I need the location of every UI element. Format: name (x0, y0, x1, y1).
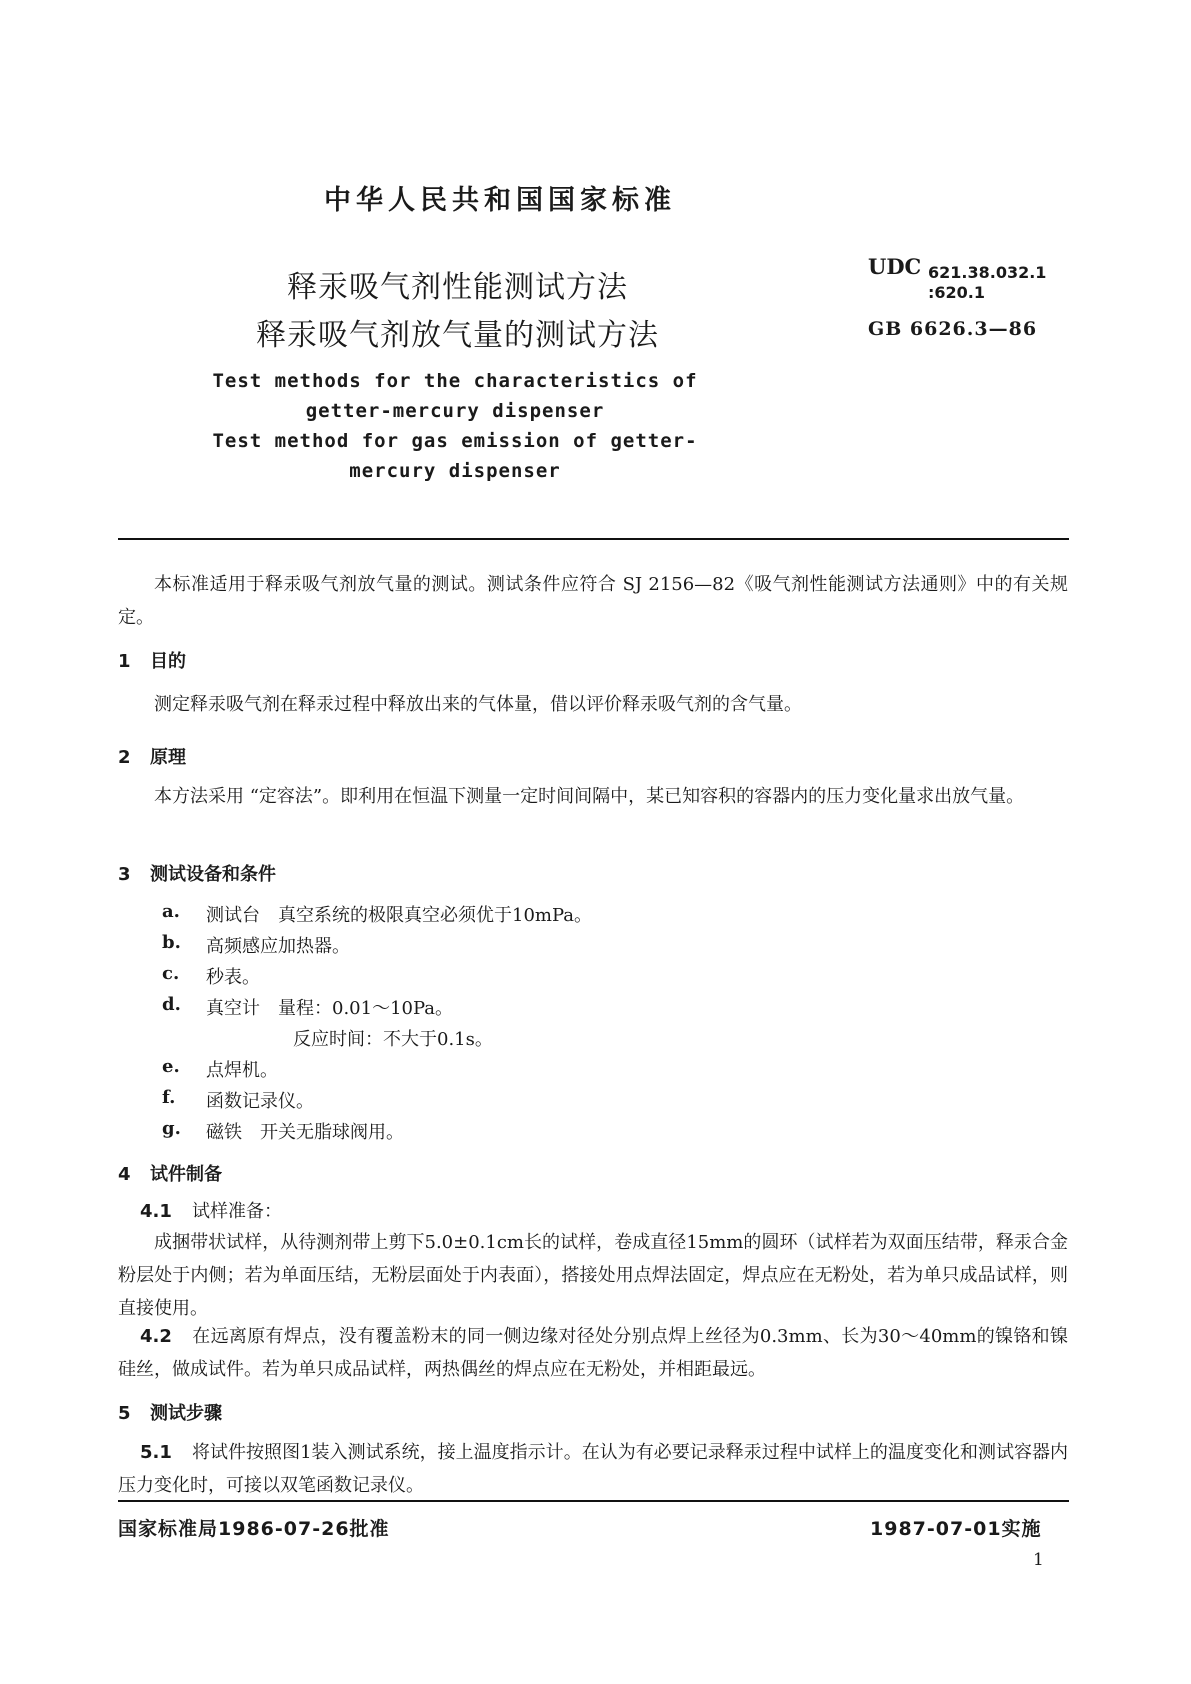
udc-code-secondary: :620.1 (928, 283, 986, 302)
item-text: 真空计 量程：0.01～10Pa。 (206, 998, 454, 1019)
section-number: 3 (118, 864, 131, 885)
section-2-text: 本方法采用 “定容法”。即利用在恒温下测量一定时间间隔中，某已知容积的容器内的压力变化量求出放气量。 (154, 786, 1025, 807)
section-number: 5 (118, 1403, 131, 1424)
item-text: 函数记录仪。 (206, 1091, 314, 1112)
section-title: 原理 (150, 747, 186, 768)
section-5-heading (118, 1399, 222, 1425)
subsection-4-1-heading (140, 1197, 282, 1223)
title-en-line-3: Test method for gas emission of getter- (212, 430, 698, 452)
item-tag: a. (162, 901, 180, 922)
subsection-4-1-text: 成捆带状试样，从待测剂带上剪下5.0±0.1cm长的试样，卷成直径15mm的圆环（试样若为双面压结带，释汞合金粉层处于内侧；若为单面压结，无粉层面处于内表面），搭接处用点焊法固定，焊点应在无粉处，若为单只成品试样，则直接使用。 (118, 1232, 1068, 1319)
title-en-line-2: getter-mercury dispenser (305, 400, 605, 422)
footer-divider (118, 1500, 1069, 1502)
gb-standard-code: GB 6626.3—86 (868, 318, 1038, 340)
item-tag: d. (162, 994, 181, 1015)
section-1-text: 测定释汞吸气剂在释汞过程中释放出来的气体量，借以评价释汞吸气剂的含气量。 (154, 694, 802, 715)
item-text: 反应时间：不大于0.1s。 (293, 1029, 493, 1050)
section-4-heading (118, 1160, 222, 1186)
section-title: 测试设备和条件 (150, 864, 276, 885)
section-number: 4 (118, 1164, 131, 1185)
section-number: 2 (118, 747, 131, 768)
page-number: 1 (1033, 1550, 1044, 1570)
subsection-text: 将试件按照图1装入测试系统，接上温度指示计。在认为有必要记录释汞过程中试样上的温度变化和测试容器内压力变化时，可接以双笔函数记录仪。 (118, 1442, 1068, 1496)
subsection-number: 4.2 (140, 1326, 172, 1347)
udc-code-primary: 621.38.032.1 (928, 263, 1047, 282)
item-tag: f. (162, 1087, 176, 1108)
subsection-title: 试样准备： (192, 1201, 282, 1222)
section-2-heading (118, 743, 186, 769)
title-cn-line-2: 释汞吸气剂放气量的测试方法 (256, 318, 659, 353)
section-title: 试件制备 (150, 1164, 222, 1185)
effective-date: 1987-07-01实施 (870, 1518, 1042, 1540)
section-3-heading (118, 860, 276, 886)
item-tag: g. (162, 1118, 181, 1139)
section-title: 测试步骤 (150, 1403, 222, 1424)
title-en-line-1: Test methods for the characteristics of (212, 370, 698, 392)
subsection-5-1-paragraph (118, 1436, 1068, 1502)
subsection-number: 4.1 (140, 1201, 172, 1222)
item-text: 磁铁 开关无脂球阀用。 (206, 1122, 404, 1143)
udc-label: UDC (868, 254, 922, 279)
approval-date: 国家标准局1986-07-26批准 (118, 1518, 390, 1540)
subsection-4-2-paragraph (118, 1320, 1068, 1386)
item-text: 点焊机。 (206, 1060, 278, 1081)
section-1-heading (118, 647, 186, 673)
subsection-number: 5.1 (140, 1442, 172, 1463)
section-title: 目的 (150, 651, 186, 672)
item-tag: e. (162, 1056, 180, 1077)
national-standard-heading: 中华人民共和国国家标准 (324, 185, 676, 216)
item-tag: c. (162, 963, 180, 984)
section-number: 1 (118, 651, 131, 672)
item-tag: b. (162, 932, 181, 953)
item-text: 高频感应加热器。 (206, 936, 350, 957)
subsection-text: 在远离原有焊点，没有覆盖粉末的同一侧边缘对径处分别点焊上丝径为0.3mm、长为30～40mm的镍铬和镍硅丝，做成试件。若为单只成品试样，两热偶丝的焊点应在无粉处，并相距最远。 (118, 1326, 1068, 1380)
intro-paragraph: 本标准适用于释汞吸气剂放气量的测试。测试条件应符合 SJ 2156—82《吸气剂性能测试方法通则》中的有关规定。 (118, 574, 1068, 628)
title-cn-line-1: 释汞吸气剂性能测试方法 (287, 270, 628, 305)
header-divider (118, 538, 1069, 540)
title-en-line-4: mercury dispenser (349, 460, 561, 482)
item-text: 秒表。 (206, 967, 260, 988)
item-text: 测试台 真空系统的极限真空必须优于10mPa。 (206, 905, 593, 926)
